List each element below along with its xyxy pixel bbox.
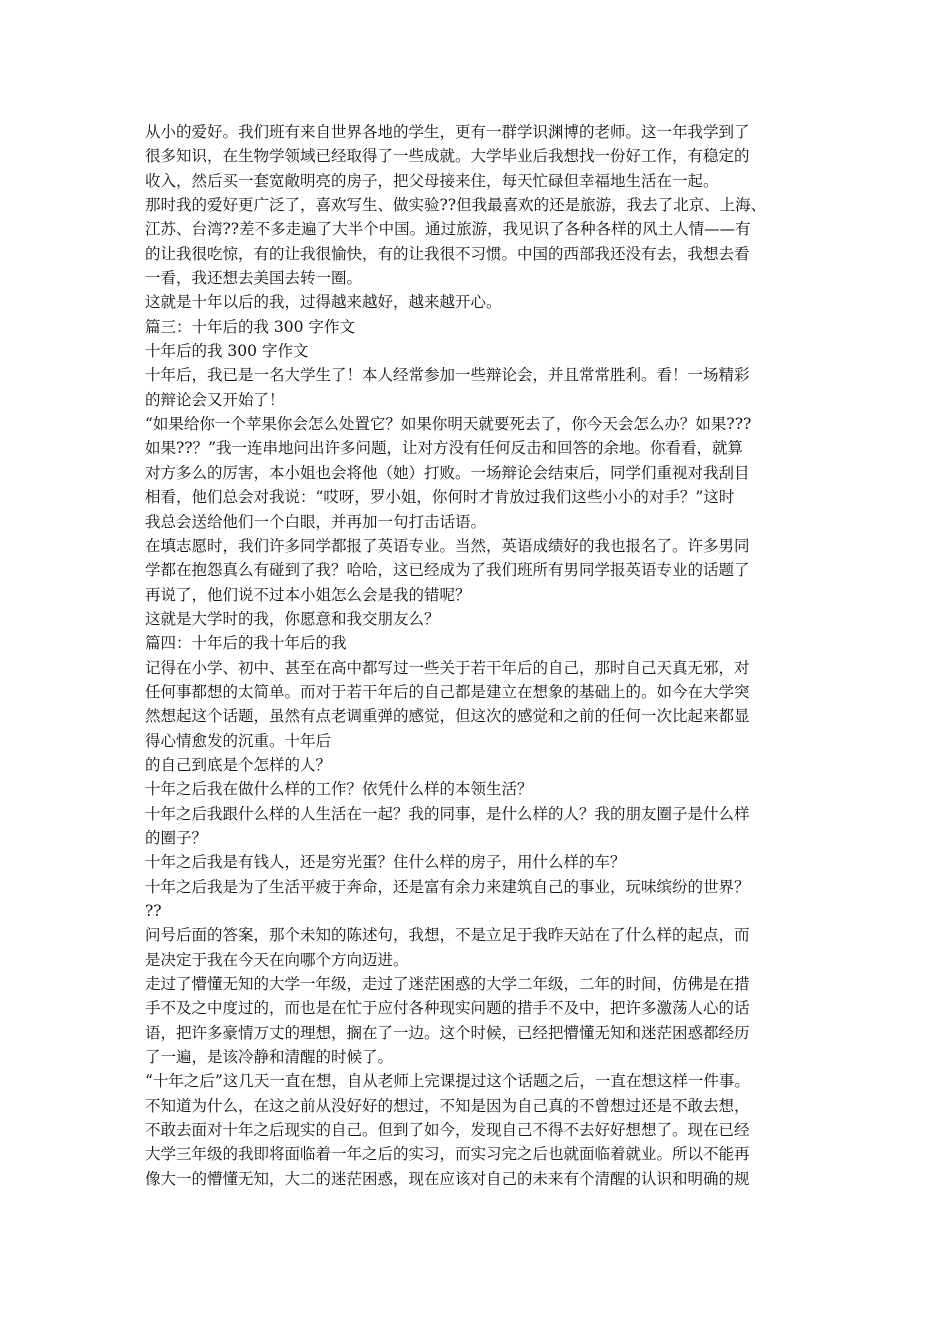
text-line: 这就是十年以后的我，过得越来越好，越来越开心。 bbox=[145, 293, 502, 312]
text-line: 不敢去面对十年之后现实的自己。但到了如今，发现自己不得不去好好想想了。现在已经 bbox=[145, 1121, 750, 1140]
text-line: 记得在小学、初中、甚至在高中都写过一些关于若干年后的自己，那时自己天真无邪，对 bbox=[145, 658, 750, 677]
text-line: 的圈子？ bbox=[145, 828, 208, 847]
text-line: 在填志愿时，我们许多同学都报了英语专业。当然，英语成绩好的我也报名了。许多男同 bbox=[145, 536, 750, 555]
text-line: 问号后面的答案，那个未知的陈述句，我想，不是立足于我昨天站在了什么样的起点，而 bbox=[145, 926, 750, 945]
text-line: 那时我的爱好更广泛了，喜欢写生、做实验??但我最喜欢的还是旅游，我去了北京、上海、 bbox=[145, 196, 767, 215]
text-line: 的辩论会又开始了！ bbox=[145, 390, 285, 409]
text-line: 我总会送给他们一个白眼，并再加一句打击话语。 bbox=[145, 512, 487, 531]
text-line: 大学三年级的我即将面临着一年之后的实习，而实习完之后也就面临着就业。所以不能再 bbox=[145, 1145, 750, 1164]
text-line: 如果??？”我一连串地问出许多问题，让对方没有任何反击和回答的余地。你看看，就算 bbox=[145, 439, 744, 458]
text-line: 十年之后我是有钱人，还是穷光蛋？住什么样的房子，用什么样的车？ bbox=[145, 853, 626, 872]
text-line: 十年后，我已是一名大学生了！本人经常参加一些辩论会，并且常常胜利。看！一场精彩 bbox=[145, 366, 750, 385]
text-line: “如果给你一个苹果你会怎么处置它？如果你明天就要死去了，你今天会怎么办？如果??? bbox=[145, 415, 752, 434]
text-line: 很多知识，在生物学领域已经取得了一些成就。大学毕业后我想找一份好工作，有稳定的 bbox=[145, 147, 750, 166]
text-line: 对方多么的厉害，本小姐也会将他（她）打败。一场辩论会结束后，同学们重视对我刮目 bbox=[145, 463, 750, 482]
text-line: ?? bbox=[145, 902, 162, 920]
text-line: 得心情愈发的沉重。十年后 bbox=[145, 731, 332, 750]
text-line: 再说了，他们说不过本小姐怎么会是我的错呢？ bbox=[145, 585, 471, 604]
section-heading: 篇四：十年后的我十年后的我 bbox=[145, 634, 347, 653]
text-line: 像大一的懵懂无知，大二的迷茫困惑，现在应该对自己的未来有个清醒的认识和明确的规 bbox=[145, 1169, 750, 1188]
text-line: 这就是大学时的我，你愿意和我交朋友么？ bbox=[145, 609, 440, 628]
text-line: 从小的爱好。我们班有来自世界各地的学生，更有一群学识渊博的老师。这一年我学到了 bbox=[145, 123, 750, 141]
text-line: 的让我很吃惊，有的让我很愉快，有的让我很不习惯。中国的西部我还没有去，我想去看 bbox=[145, 244, 750, 263]
text-line: 的自己到底是个怎样的人？ bbox=[145, 755, 332, 774]
text-line: “十年之后”这几天一直在想，自从老师上完课提过这个话题之后，一直在想这样一件事。 bbox=[145, 1072, 750, 1091]
text-line: 江苏、台湾??差不多走遍了大半个中国。通过旅游，我见识了各种各样的风土人情——有 bbox=[145, 220, 751, 239]
section-heading: 篇三：十年后的我 300 字作文 bbox=[145, 317, 355, 336]
text-line: 语，把许多豪情万丈的理想，搁在了一边。这个时候，已经把懵懂无知和迷茫困惑都经历 bbox=[145, 1023, 750, 1042]
essay-body bbox=[145, 120, 807, 1191]
text-line: 收入，然后买一套宽敞明亮的房子，把父母接来住，每天忙碌但幸福地生活在一起。 bbox=[145, 171, 719, 190]
text-line: 手不及之中度过的，而也是在忙于应付各种现实问题的措手不及中，把许多激荡人心的话 bbox=[145, 999, 750, 1018]
text-line: 不知道为什么，在这之前从没好好的想过，不知是因为自己真的不曾想过还是不敢去想， bbox=[145, 1096, 750, 1115]
text-line: 相看，他们总会对我说：“哎呀，罗小姐，你何时才肯放过我们这些小小的对手？”这时 bbox=[145, 488, 735, 507]
text-line: 十年之后我跟什么样的人生活在一起？我的同事，是什么样的人？我的朋友圈子是什么样 bbox=[145, 804, 750, 823]
text-line: 学都在抱怨真么有碰到了我？哈哈，这已经成为了我们班所有男同学报英语专业的话题了 bbox=[145, 561, 750, 580]
text-line: 走过了懵懂无知的大学一年级，走过了迷茫困惑的大学二年级，二年的时间，仿佛是在措 bbox=[145, 975, 750, 994]
text-line: 了一遍，是该冷静和清醒的时候了。 bbox=[145, 1048, 394, 1067]
text-line: 十年之后我是为了生活平疲于奔命，还是富有余力来建筑自己的事业，玩味缤纷的世界？ bbox=[145, 877, 750, 896]
text-line: 一看，我还想去美国去转一圈。 bbox=[145, 269, 363, 288]
text-line: 然想起这个话题，虽然有点老调重弹的感觉，但这次的感觉和之前的任何一次比起来都显 bbox=[145, 707, 750, 726]
text-line: 是决定于我在今天在向哪个方向迈进。 bbox=[145, 950, 409, 969]
text-line: 任何事都想的太简单。而对于若干年后的自己都是建立在想象的基础上的。如今在大学突 bbox=[145, 682, 750, 701]
section-title: 十年后的我 300 字作文 bbox=[145, 342, 309, 361]
text-line: 十年之后我在做什么样的工作？依凭什么样的本领生活？ bbox=[145, 780, 533, 799]
